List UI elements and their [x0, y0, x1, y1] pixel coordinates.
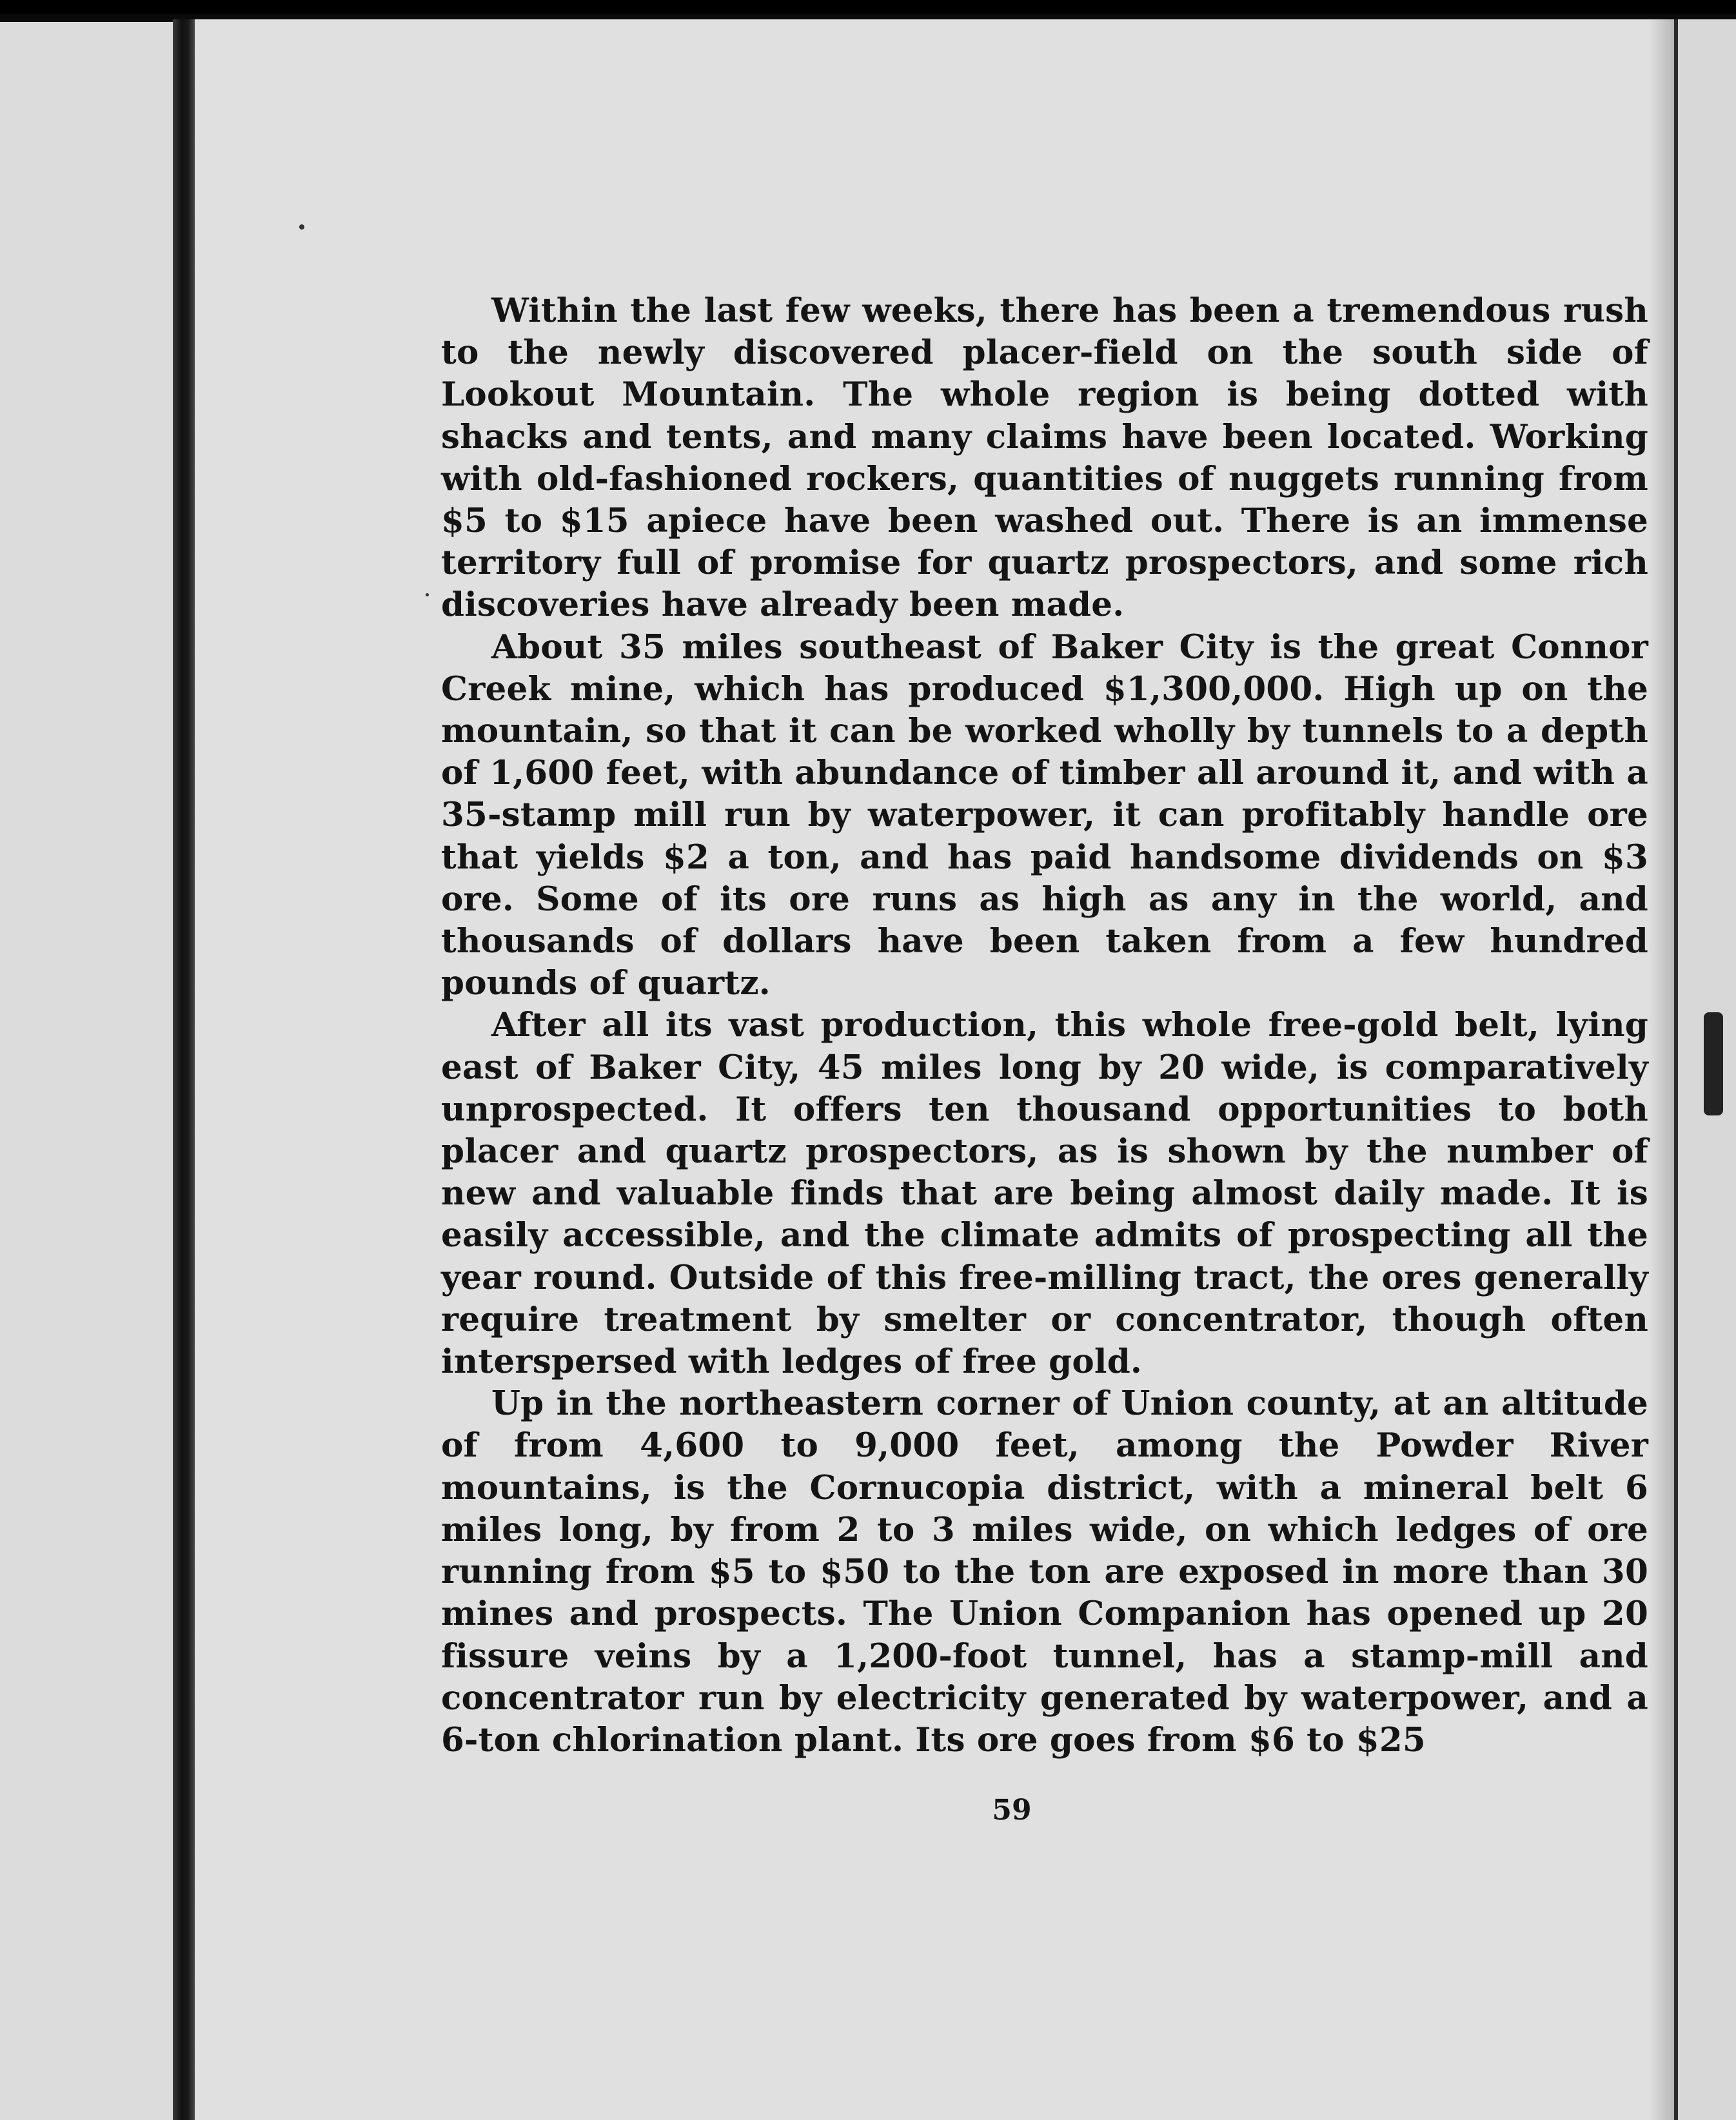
- page-number: 59: [992, 1794, 1032, 1827]
- facing-page-edge: [0, 22, 173, 2120]
- right-scan-border: [1678, 19, 1736, 2120]
- paragraph: Within the last few weeks, there has been a tremendous rush to the newly discovered placer-field on the south side of Lookout Mountain. The whole region is being dotted with shacks and tents, and many claims have been located. Working with old-fashioned rockers, quantities of nuggets running from $5 to $15 apiece have been washed out. There is an immense territory full of promise for quartz prospectors, and some rich discoveries have already been made.: [441, 291, 1648, 625]
- binding-clip: [1704, 1012, 1723, 1115]
- paper-speck: [426, 593, 429, 596]
- book-gutter: [173, 19, 195, 2120]
- book-page: [195, 19, 1678, 2120]
- top-scan-border: [0, 0, 1736, 14]
- paragraph: About 35 miles southeast of Baker City is the great Connor Creek mine, which has produced $1,300,000. High up on the mountain, so that it can be worked wholly by tunnels to a depth of 1,600 feet, with abundance of timber all around it, and with a 35-stamp mill run by waterpower, it can profitably handle ore that yields $2 a ton, and has paid handsome dividends on $3 ore. Some of its ore runs as high as any in the world, and thousands of dollars have been taken from a few hundred pounds of quartz.: [441, 627, 1648, 1003]
- paragraph: After all its vast production, this whole free-gold belt, lying east of Baker City, 45 miles long by 20 wide, is comparatively unprospected. It offers ten thousand opportunities to both placer and quartz prospectors, as is shown by the number of new and valuable finds that are being almost daily made. It is easily accessible, and the climate admits of prospecting all the year round. Outside of this free-milling tract, the ores generally require treatment by smelter or concentrator, though often interspersed with ledges of free gold.: [441, 1006, 1648, 1382]
- paper-speck: [299, 224, 304, 230]
- paragraph: Up in the northeastern corner of Union county, at an altitude of from 4,600 to 9,000 feet, among the Powder River mountains, is the Cornucopia district, with a mineral belt 6 miles long, by from 2 to 3 miles wide, on which ledges of ore running from $5 to $50 to the ton are exposed in more than 30 mines and prospects. The Union Companion has opened up 20 fissure veins by a 1,200-foot tunnel, has a stamp-mill and concentrator run by electricity generated by waterpower, and a 6-ton chlorination plant. Its ore goes from $6 to $25: [441, 1384, 1648, 1760]
- body-text: [441, 290, 1648, 1762]
